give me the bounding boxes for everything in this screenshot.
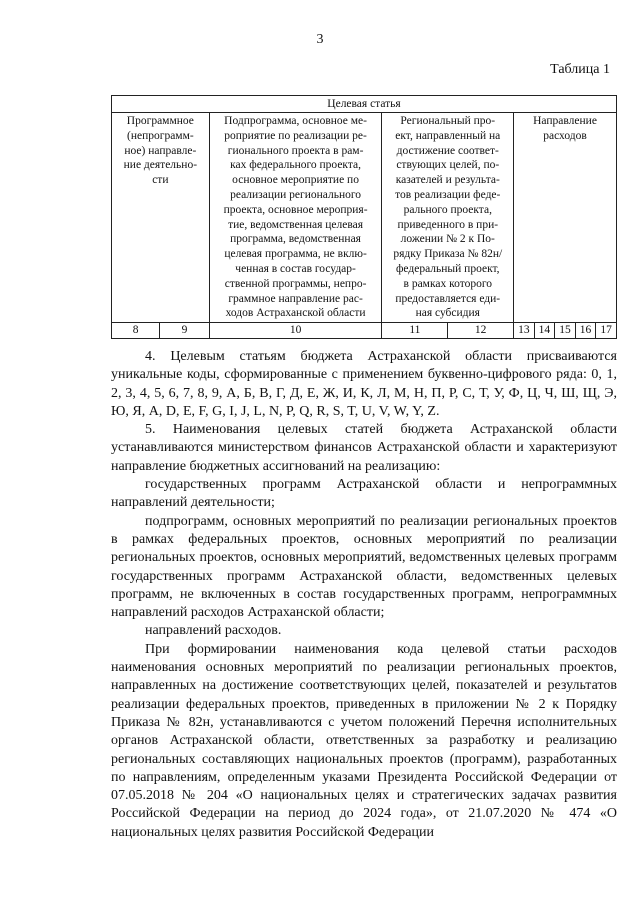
- column-header-line: рядку Приказа № 82н/: [393, 248, 503, 261]
- column-header-line: основное мероприятие по: [232, 174, 359, 187]
- column-number: 15: [555, 323, 576, 339]
- paragraph: подпрограмм, основных мероприятий по реализации региональных проектов в рамках федеральных проектов, основных мероприятий по реализации региональных проектов, основных мероприятий, ведомственных целевых программ государственных программ Астраханской области, ведомственных целевых программ, не включенных в состав государственных программ, непрограммных направлений расходов Астраханской области;: [111, 513, 617, 621]
- column-header-line: расходов: [543, 129, 587, 142]
- column-number: 14: [534, 323, 555, 339]
- column-header-line: тие, ведомственная целевая: [228, 218, 364, 231]
- column-header-line: в рамках которого: [403, 277, 493, 290]
- document-body: [111, 348, 617, 842]
- column-header-line: ная субсидия: [415, 307, 480, 320]
- column-number: 9: [160, 323, 209, 339]
- column-header-line: предоставляется еди-: [395, 292, 501, 305]
- column-header-line: федеральный проект,: [395, 262, 500, 275]
- column-header-line: сти: [152, 174, 169, 187]
- column-header-line: Направление: [533, 115, 597, 127]
- column-header-line: (непрограмм-: [126, 129, 194, 142]
- column-header-line: роприятие по реализации ре-: [224, 129, 367, 142]
- column-header-subprogram: [209, 113, 382, 323]
- column-number: 16: [575, 323, 596, 339]
- column-header-line: ченная в состав государ-: [235, 262, 356, 275]
- column-header-line: ственной программы, непро-: [224, 277, 367, 290]
- column-header-line: казателей и результа-: [395, 174, 500, 187]
- column-header-line: Подпрограмма, основное ме-: [224, 115, 367, 127]
- column-header-line: реализации регионального: [230, 188, 362, 201]
- group-header: Целевая статья: [112, 96, 617, 113]
- column-header-line: программа, ведомственная: [230, 233, 361, 246]
- column-header-line: ках федерального проекта,: [230, 159, 362, 172]
- column-header-program: [112, 113, 210, 323]
- column-header-line: ние деятельно-: [123, 159, 198, 172]
- column-number: 10: [209, 323, 382, 339]
- column-header-line: целевая программа, не вклю-: [224, 248, 367, 261]
- column-header-line: граммное направление рас-: [228, 292, 363, 305]
- paragraph: государственных программ Астраханской области и непрограммных направлений деятельности;: [111, 477, 617, 511]
- column-header-line: ложении № 2 к По-: [400, 233, 495, 246]
- column-header-regional-project: [382, 113, 514, 323]
- column-header-line: гионального проекта в рам-: [227, 144, 364, 157]
- paragraph: При формировании наименования кода целевой статьи расходов наименования основных мероприятий по реализации региональных проектов, направленных на достижение соответствующих целей, показателей и результатов реализации федеральных проектов, приведенных в приложении № 2 к Порядку Приказа № 82н, устанавливаются с учетом положений Перечня исполнительных органов Астраханской области, ответственных за разработку и реализацию региональных составляющих национальных проектов (программ), разработанных по направлениям, определенным указами Президента Российской Федерации от 07.05.2018 № 204 «О национальных целях и стратегических задачах развития Российской Федерации на период до 2024 года», от 21.07.2020 № 474 «О национальных целях развития Российской Федерации: [111, 641, 617, 840]
- column-number: 11: [382, 323, 448, 339]
- column-header-line: Региональный про-: [400, 115, 496, 127]
- column-header-line: достижение соответ-: [396, 144, 499, 157]
- column-number: 17: [596, 323, 617, 339]
- column-header-line: ствующих целей, по-: [396, 159, 500, 172]
- column-number: 8: [112, 323, 160, 339]
- column-number: 12: [448, 323, 514, 339]
- column-header-line: ходов Астраханской области: [225, 307, 366, 320]
- column-header-line: ект, направленный на: [395, 129, 501, 142]
- column-header-line: тов реализации феде-: [395, 188, 501, 201]
- column-header-expense-direction: [514, 113, 617, 323]
- paragraph: направлений расходов.: [145, 623, 282, 639]
- column-header-line: рального проекта,: [403, 203, 492, 216]
- target-article-table: [111, 95, 617, 339]
- paragraph: 5. Наименования целевых статей бюджета Астраханской области устанавливаются министерством финансов Астраханской области и характеризуют направление бюджетных ассигнований на реализацию:: [111, 422, 617, 474]
- column-header-line: Программное: [126, 115, 194, 127]
- column-number: 13: [514, 323, 535, 339]
- column-header-line: приведенного в при-: [397, 218, 499, 231]
- paragraph: 4. Целевым статьям бюджета Астраханской области присваиваются уникальные коды, сформированные с применением буквенно-цифрового ряда: 0, 1, 2, 3, 4, 5, 6, 7, 8, 9, А, Б, В, Г, Д, Е, Ж, И, К, Л, М, Н, П, Р, С, Т, У, Ф, Ц, Ч, Ш, Щ, Э, Ю, Я, A, D, E, F, G, I, J, L, N, P, Q, R, S, T, U, V, W, Y, Z.: [111, 349, 617, 419]
- column-header-line: ное) направле-: [124, 144, 197, 157]
- column-header-line: проекта, основное мероприя-: [223, 203, 368, 216]
- page-number: 3: [316, 32, 324, 47]
- table-title: Таблица 1: [550, 62, 610, 77]
